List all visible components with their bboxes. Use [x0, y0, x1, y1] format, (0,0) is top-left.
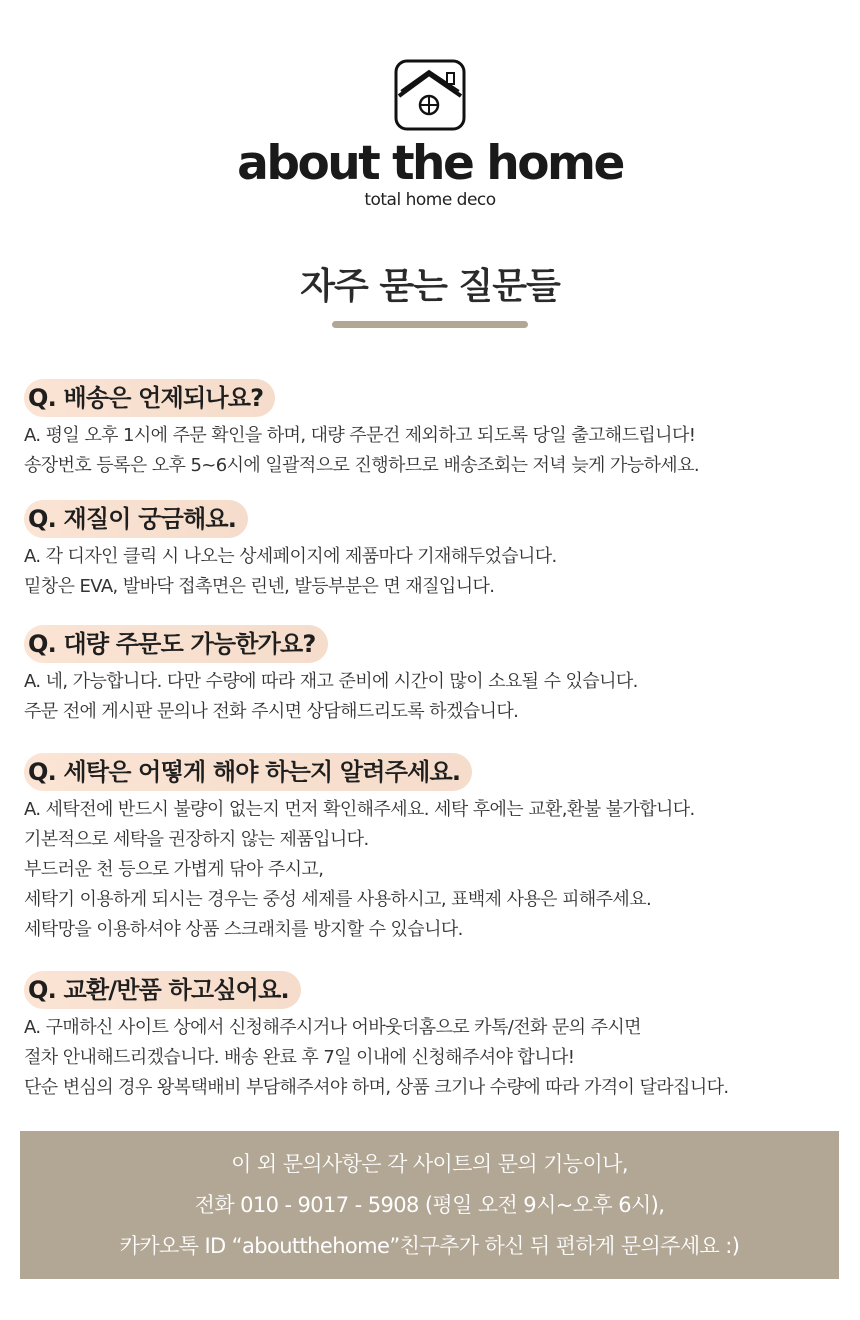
answer-line: 밑창은 EVA, 발바닥 접촉면은 린넨, 발등부분은 면 재질입니다. [24, 576, 495, 597]
title-underline [332, 321, 528, 328]
answer-line: A. 각 디자인 클릭 시 나오는 상세페이지에 제품마다 기재해두었습니다. [24, 546, 557, 567]
brand-tagline: total home deco [364, 190, 496, 210]
footer-line: 이 외 문의사항은 각 사이트의 문의 기능이나, [231, 1151, 628, 1176]
answer-line: 단순 변심의 경우 왕복택배비 부담해주셔야 하며, 상품 크기나 수량에 따라 가격이 달라집니다. [24, 1077, 729, 1098]
answer-line: 기본적으로 세탁을 권장하지 않는 제품입니다. [24, 829, 369, 850]
faq-item-bulk-order [24, 625, 844, 727]
answer-line: 주문 전에 게시판 문의나 전화 주시면 상담해드리도록 하겠습니다. [24, 701, 519, 722]
faq-answer [24, 667, 844, 727]
faq-question: Q. 세탁은 어떻게 해야 하는지 알려주세요. [24, 753, 472, 791]
faq-question: Q. 재질이 궁금해요. [24, 500, 248, 538]
answer-line: 세탁망을 이용하셔야 상품 스크래치를 방지할 수 있습니다. [24, 919, 463, 940]
footer-line: 전화 010 - 9017 - 5908 (평일 오전 9시~오후 6시), [194, 1192, 665, 1217]
answer-line: 송장번호 등록은 오후 5~6시에 일괄적으로 진행하므로 배송조회는 저녁 늦게 가능하세요. [24, 455, 699, 476]
brand-name: about the home [237, 136, 623, 191]
answer-line: 세탁기 이용하게 되시는 경우는 중성 세제를 사용하시고, 표백제 사용은 피해주세요. [24, 889, 652, 910]
brand-logo [0, 58, 860, 210]
faq-question: Q. 배송은 언제되나요? [24, 379, 275, 417]
answer-line: 부드러운 천 등으로 가볍게 닦아 주시고, [24, 859, 324, 880]
answer-line: A. 구매하신 사이트 상에서 신청해주시거나 어바웃더홈으로 카톡/전화 문의 주시면 [24, 1017, 641, 1038]
faq-answer [24, 542, 844, 602]
answer-line: A. 세탁전에 반드시 불량이 없는지 먼저 확인해주세요. 세탁 후에는 교환,환불 불가합니다. [24, 799, 695, 820]
faq-item-material [24, 500, 844, 602]
faq-item-washing [24, 753, 844, 945]
answer-line: A. 네, 가능합니다. 다만 수량에 따라 재고 준비에 시간이 많이 소요될 수 있습니다. [24, 671, 638, 692]
answer-line: 절차 안내해드리겠습니다. 배송 완료 후 7일 이내에 신청해주셔야 합니다! [24, 1047, 575, 1068]
house-icon [393, 58, 467, 132]
contact-footer [20, 1131, 839, 1279]
answer-line: A. 평일 오후 1시에 주문 확인을 하며, 대량 주문건 제외하고 되도록 당일 출고해드립니다! [24, 425, 696, 446]
faq-answer [24, 421, 844, 481]
faq-question: Q. 대량 주문도 가능한가요? [24, 625, 328, 663]
faq-item-exchange-return [24, 971, 844, 1103]
faq-question: Q. 교환/반품 하고싶어요. [24, 971, 301, 1009]
faq-answer [24, 1013, 844, 1103]
faq-answer [24, 795, 844, 945]
footer-line: 카카오톡 ID “aboutthehome”친구추가 하신 뒤 편하게 문의주세요 :) [119, 1233, 740, 1258]
page-title: 자주 묻는 질문들 [300, 266, 560, 307]
faq-item-delivery [24, 379, 844, 481]
